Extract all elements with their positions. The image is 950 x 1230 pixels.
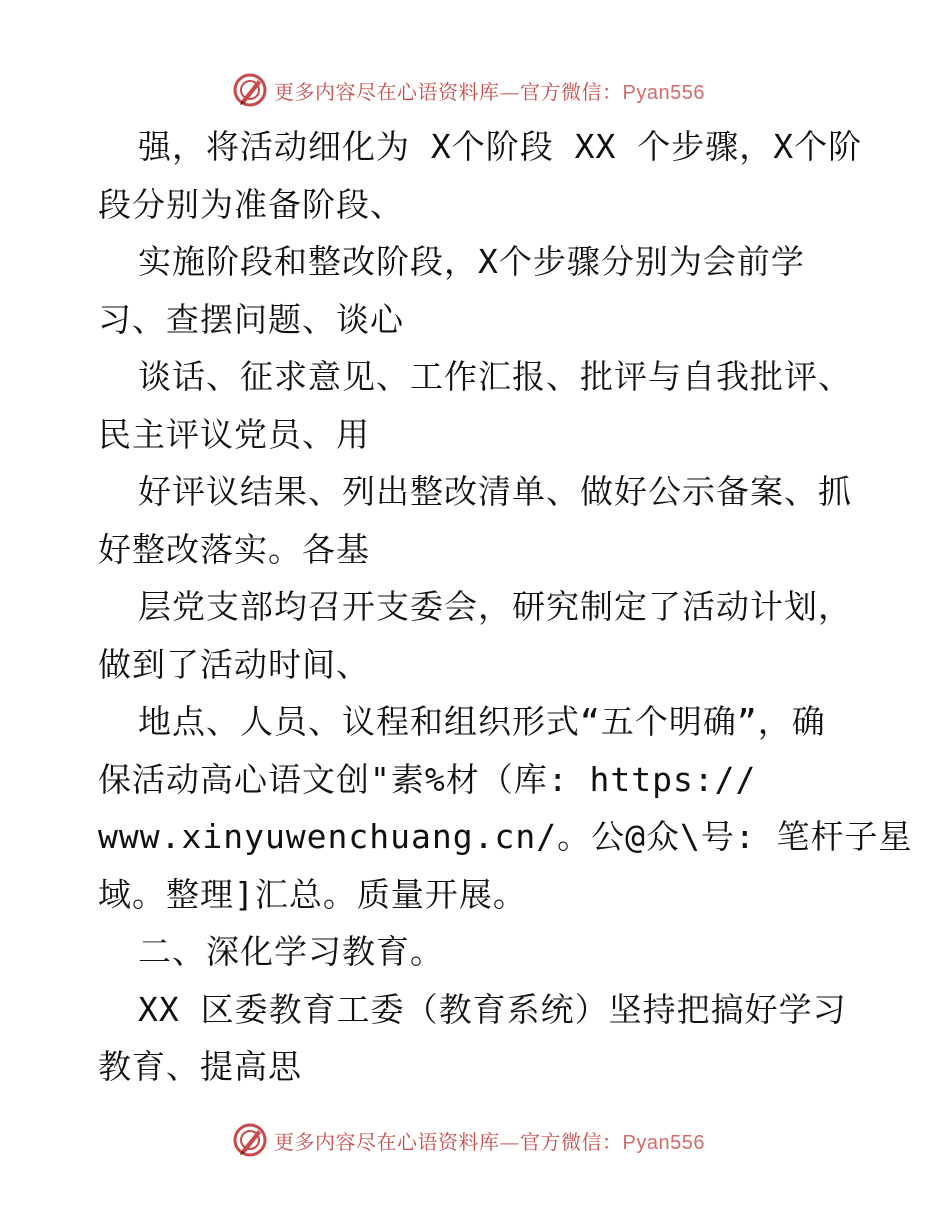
- document-line: 习、查摆问题、谈心: [98, 299, 404, 339]
- watermark-official-label: 官方微信：: [520, 1129, 623, 1154]
- watermark-main-text: 更多内容尽在心语资料库: [274, 79, 500, 104]
- document-line: www.xinyuwenchuang.cn/。公@众\号: 笔杆子星: [98, 817, 913, 856]
- document-line: XX 区委教育工委（教育系统）坚持把搞好学习: [138, 989, 847, 1029]
- watermark-wechat-id: Pyan556: [622, 81, 705, 104]
- header-watermark-text: [274, 76, 705, 105]
- pen-logo-icon: [232, 72, 268, 108]
- document-line: 谈话、征求意见、工作汇报、批评与自我批评、: [138, 357, 852, 396]
- footer-watermark: [232, 1118, 752, 1162]
- watermark-wechat-id: Pyan556: [622, 1131, 705, 1154]
- watermark-main-text: 更多内容尽在心语资料库: [274, 1129, 500, 1154]
- document-line: 实施阶段和整改阶段，X个步骤分别为会前学: [138, 242, 805, 281]
- document-line: 地点、人员、议程和组织形式“五个明确”，确: [138, 702, 826, 741]
- watermark-dash: —: [499, 79, 520, 104]
- document-line: 二、深化学习教育。: [138, 932, 444, 971]
- document-line: 段分别为准备阶段、: [98, 184, 404, 224]
- document-line: 域。整理]汇总。质量开展。: [98, 874, 527, 914]
- document-line: 做到了活动时间、: [98, 644, 370, 684]
- footer-watermark-text: [274, 1126, 705, 1155]
- document-line: 层党支部均召开支委会，研究制定了活动计划，: [138, 587, 852, 626]
- document-line: 民主评议党员、用: [98, 414, 370, 454]
- watermark-official-label: 官方微信：: [520, 79, 623, 104]
- document-line: 保活动高心语文创"素%材（库: https://: [98, 759, 757, 799]
- document-line: 教育、提高思: [98, 1047, 302, 1086]
- document-line: 好整改落实。各基: [98, 529, 370, 569]
- header-watermark: [232, 68, 752, 112]
- document-body: [98, 118, 913, 1096]
- document-line: 好评议结果、列出整改清单、做好公示备案、抓: [138, 472, 852, 511]
- watermark-dash: —: [499, 1129, 520, 1154]
- document-line: 强，将活动细化为 X个阶段 XX 个步骤，X个阶: [138, 127, 863, 166]
- pen-logo-icon: [232, 1122, 268, 1158]
